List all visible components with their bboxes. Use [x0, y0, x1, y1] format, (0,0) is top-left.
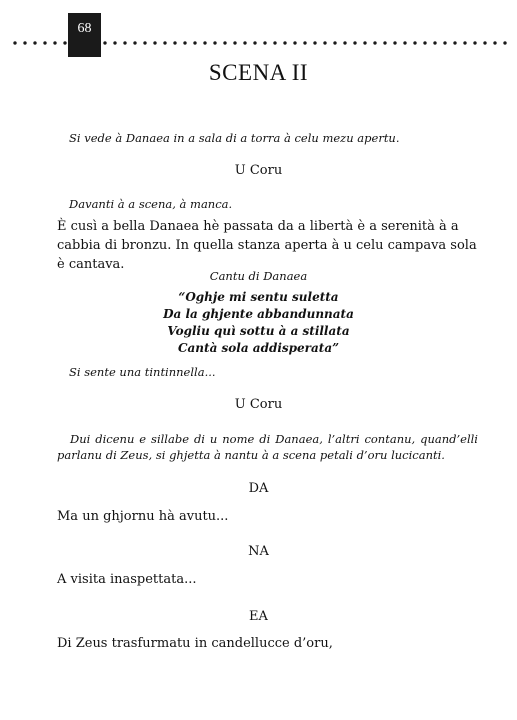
dialogue-line: A visita inaspettata... [57, 572, 197, 587]
chorus-heading: U Coru [234, 397, 283, 412]
stage-direction: Si vede à Danaea in a sala di a torra à celu mezu apertu. [69, 131, 400, 145]
narration-paragraph: È cusì a bella Danaea hè passata da a libertà è a serenità à a cabbia di bronzu. In quella stanza aperta à u celu campava sola è cantava. [57, 219, 477, 272]
speaker-name: EA [249, 609, 268, 624]
chorus-heading: U Coru [234, 163, 283, 178]
song-line: Vogliu quì sottu à a stillata [167, 324, 350, 338]
stage-direction: Si sente una tintinnella... [69, 365, 216, 379]
speaker-name: NA [248, 544, 269, 559]
stage-direction: Davanti à a scena, à manca. [69, 197, 233, 211]
stage-direction: Dui dicenu e sillabe di u nome di Danaea, l’altri contanu, quand’elli parlanu di Zeus, si ghjetta à nantu à a scena petali d’oru lucicanti. [57, 432, 478, 462]
scene-title: SCENA II [208, 60, 309, 85]
speaker-name: DA [248, 481, 269, 496]
page-number: 68 [68, 13, 101, 57]
song-line: “Oghje mi sentu suletta [178, 290, 339, 304]
dialogue-line: Ma un ghjornu hà avutu... [57, 509, 229, 524]
dialogue-line: Di Zeus trasfurmatu in candellucce d’oru, [57, 636, 333, 651]
song-title: Cantu di Danaea [209, 269, 308, 283]
song-line: Cantà sola addisperata” [177, 341, 340, 355]
song-line: Da la ghjente abbandunnata [163, 307, 354, 321]
